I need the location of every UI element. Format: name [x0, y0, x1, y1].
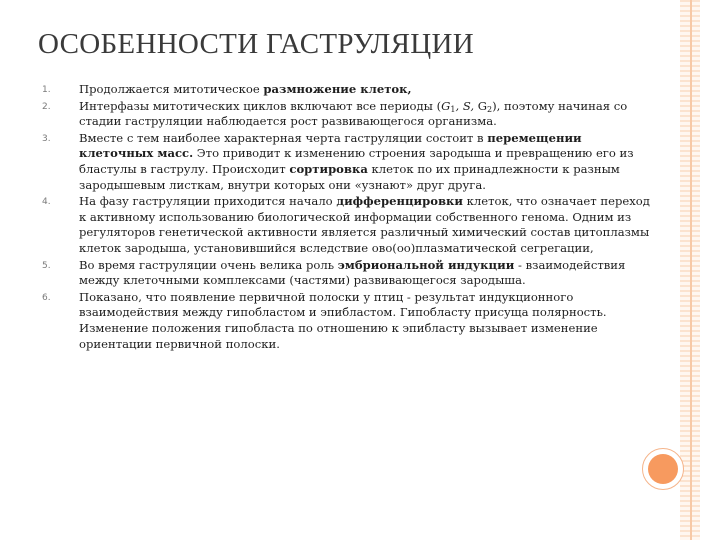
list-item-number: 2. — [42, 101, 51, 112]
text-segment: G — [441, 98, 451, 113]
list-item-number: 3. — [42, 133, 51, 144]
text-segment: G — [477, 98, 488, 113]
list-item-text — [79, 131, 652, 193]
list-item-text — [79, 82, 652, 98]
list-item — [42, 82, 652, 98]
subscript: 1 — [450, 104, 456, 114]
list-item — [42, 194, 652, 256]
decorative-vertical-line — [690, 0, 692, 540]
bold-term: сортировка — [289, 161, 368, 176]
subscript: 2 — [487, 104, 493, 114]
list-item — [42, 99, 652, 130]
list-item-number: 6. — [42, 292, 51, 303]
text-segment: Показано, что появление первичной полоски у птиц - результат индукционного взаимодействия между гипобластом и эпибластом. Гипобласту присуща полярность. Изменение положения гипобласта по отношению к эпибласту вызывает изменение ориентации первичной полоски. — [79, 289, 607, 351]
list-item-number: 1. — [42, 85, 51, 95]
text-segment: Продолжается митотическое — [79, 82, 264, 96]
text-segment: Во время гаструляции очень велика роль — [79, 257, 338, 272]
text-segment: , S, — [455, 98, 478, 113]
text-segment: - взаимодействия между клеточными комплексами (частями) развивающегося зародыша. — [79, 257, 626, 288]
bold-term: дифференцировки — [336, 194, 463, 209]
list-item — [42, 258, 652, 289]
list-item — [42, 131, 652, 193]
list-item-text — [79, 258, 652, 289]
bold-term: размножение клеток, — [263, 82, 412, 96]
list-item-text — [79, 99, 652, 130]
text-segment: На фазу гаструляции приходится начало — [79, 194, 337, 209]
text-segment: Интерфазы митотических циклов включают все периоды ( — [79, 98, 442, 113]
bold-term: перемещении клеточных масс. — [79, 130, 582, 161]
text-segment: Это приводит к изменению строения зародыша и превращению его из бластулы в гаструлу. Происходит — [79, 146, 634, 176]
bold-term: эмбриональной индукции — [337, 257, 515, 272]
list-item-text — [79, 290, 652, 352]
decorative-orange-circle-icon — [648, 454, 678, 484]
text-segment: ), поэтому начиная со стадии гаструляции наблюдается рост развивающегося организма. — [79, 98, 628, 129]
list-item-number: 4. — [42, 197, 51, 208]
numbered-list — [42, 82, 652, 353]
list-item-number: 5. — [42, 260, 51, 271]
list-item-text — [79, 194, 652, 256]
slide-title: ОСОБЕННОСТИ ГАСТРУЛЯЦИИ — [38, 28, 474, 60]
text-segment: клеток по их принадлежности к разным зародышевым листкам, внутри которых они «узнают» друг друга. — [79, 161, 620, 192]
text-segment: Вместе с тем наиболее характерная черта гаструляции состоит в — [79, 130, 488, 145]
list-item — [42, 290, 652, 352]
text-segment: клеток, что означает переход к активному использованию биологической информации собственного генома. Одним из регуляторов генетической активности является различный химический состав цитоплазмы клеток зародыша, установившийся вследствие ово(оо)плазматической сегрегации, — [79, 194, 650, 255]
